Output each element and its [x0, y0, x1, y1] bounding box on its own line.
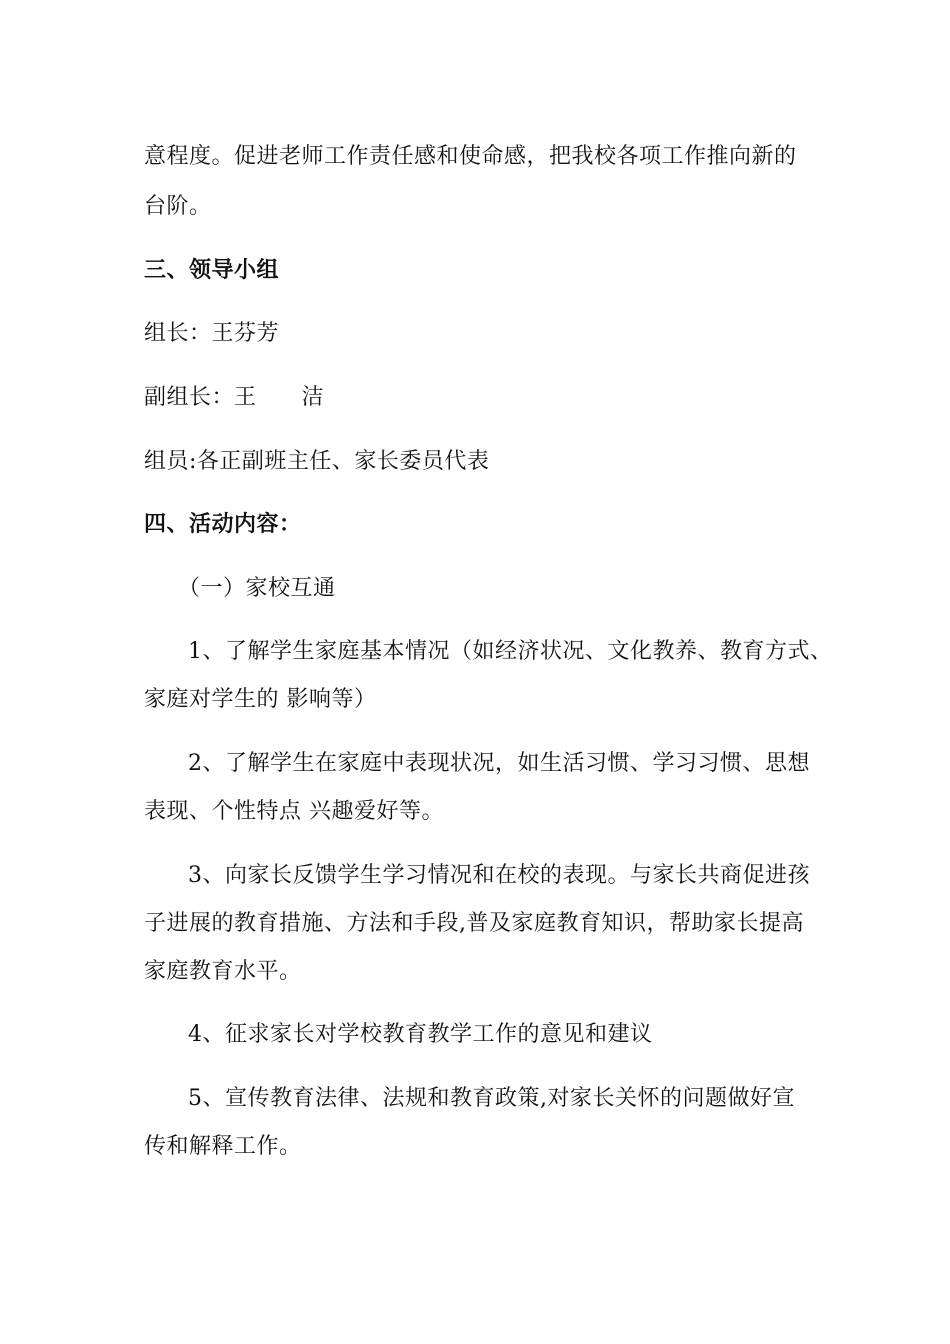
section-3-heading: 三、领导小组	[144, 258, 280, 283]
item-4-line-1: 4、征求家长对学校教育教学工作的意见和建议	[188, 1022, 653, 1047]
item-3-line-3: 家庭教育水平。	[144, 959, 302, 984]
item-2-line-2: 表现、个性特点 兴趣爱好等。	[144, 799, 444, 824]
intro-line-2: 台阶。	[144, 194, 212, 219]
deputy-leader: 副组长：王 洁	[144, 385, 325, 410]
item-5-line-1: 5、宣传教育法律、法规和教育政策,对家长关怀的问题做好宣	[188, 1086, 795, 1111]
item-1-line-2: 家庭对学生的 影响等）	[144, 687, 377, 712]
item-3-line-1: 3、向家长反馈学生学习情况和在校的表现。与家长共商促进孩	[188, 863, 810, 888]
group-leader: 组长：王芬芳	[144, 321, 280, 346]
section-4-heading: 四、活动内容：	[144, 512, 302, 537]
intro-line-1: 意程度。促进老师工作责任感和使命感，把我校各项工作推向新的	[144, 144, 797, 169]
item-5-line-2: 传和解释工作。	[144, 1134, 302, 1159]
group-members: 组员:各正副班主任、家长委员代表	[144, 449, 490, 474]
item-2-line-1: 2、了解学生在家庭中表现状况，如生活习惯、学习习惯、思想	[188, 751, 810, 776]
item-3-line-2: 子进展的教育措施、方法和手段,普及家庭教育知识，帮助家长提高	[144, 911, 804, 936]
subsection-1-title: （一）家校互通	[178, 576, 336, 601]
item-1-line-1: 1、了解学生家庭基本情况（如经济状况、文化教养、教育方式、	[188, 639, 833, 664]
